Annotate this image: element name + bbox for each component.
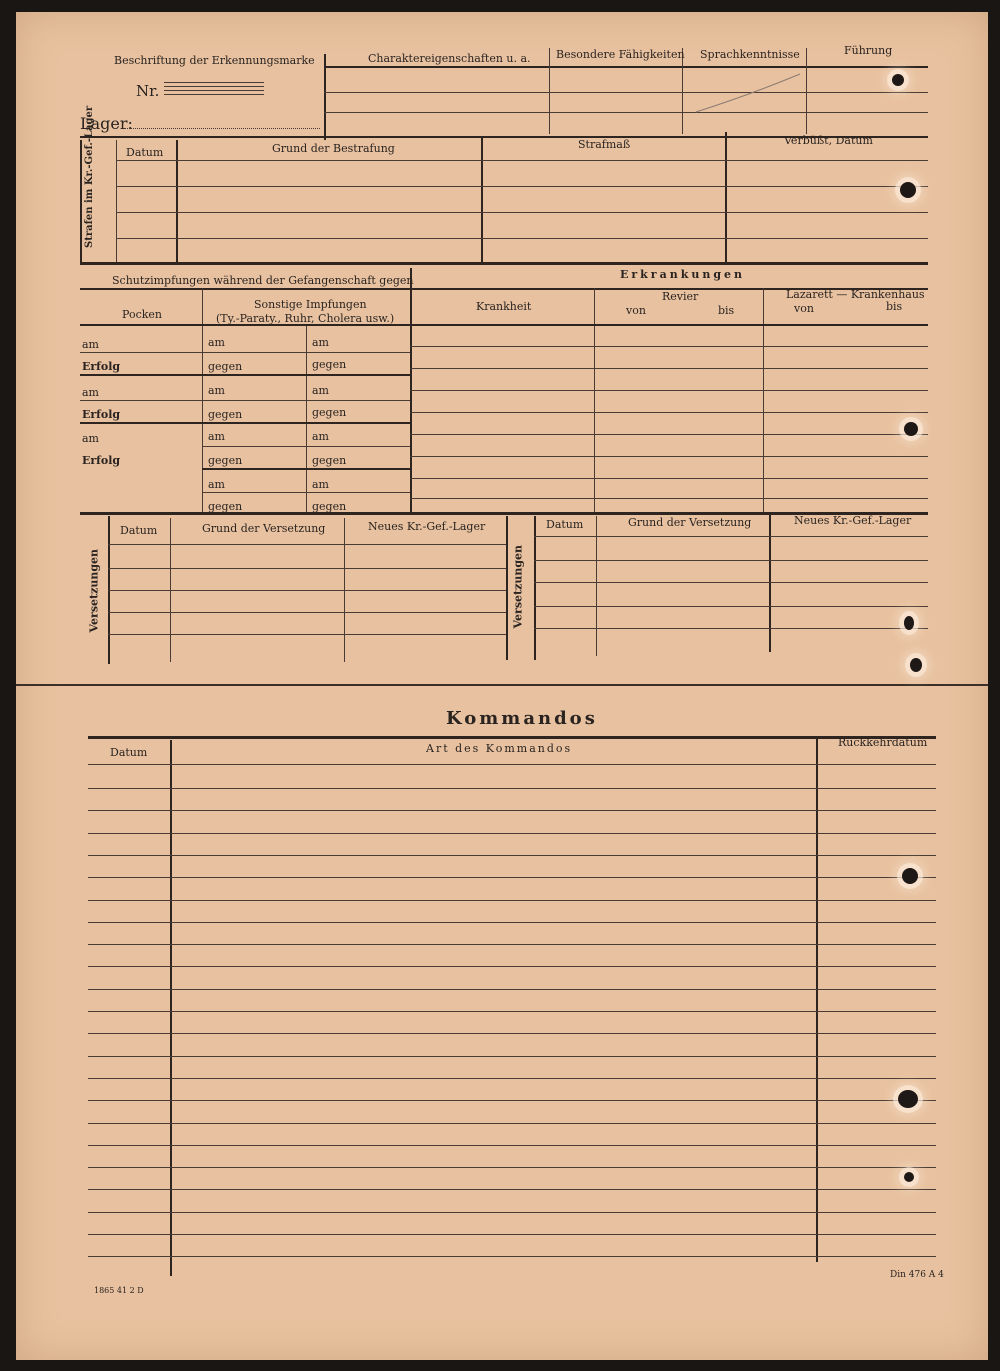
col-pocken: Pocken — [122, 308, 162, 321]
pocken-erfolg-1: Erfolg — [82, 360, 121, 373]
sonst-am-4a: am — [208, 478, 225, 491]
kommandos-row-line[interactable] — [88, 1123, 936, 1124]
kommandos-row-line[interactable] — [88, 788, 936, 789]
kommandos-row-line[interactable] — [88, 877, 936, 878]
kommandos-row-line[interactable] — [88, 1145, 936, 1146]
col-grund-bestrafung: Grund der Bestrafung — [272, 142, 395, 155]
versetzungen-side-label-right: Versetzungen — [511, 544, 525, 629]
fold-line — [16, 684, 988, 686]
sonst-am-2a: am — [208, 384, 225, 397]
kommandos-row-line[interactable] — [88, 1078, 936, 1079]
sonst-am-3b: am — [312, 430, 329, 443]
col-charakter: Charaktereigenschaften u. a. — [368, 52, 531, 65]
col-strafmass: Strafmaß — [578, 138, 631, 151]
kommandos-row-line[interactable] — [88, 833, 936, 834]
kommandos-row-line[interactable] — [88, 1234, 936, 1235]
form-sheet — [16, 12, 988, 1360]
vers-col-neues-left: Neues Kr.-Gef.-Lager — [368, 520, 486, 533]
sonst-am-3a: am — [208, 430, 225, 443]
revier-von: von — [626, 304, 646, 317]
sonst-gegen-1a: gegen — [208, 360, 243, 373]
footer-right-code: Din 476 A 4 — [890, 1270, 944, 1280]
punch-hole — [904, 616, 914, 630]
kommandos-row-line[interactable] — [88, 1100, 936, 1101]
col-faehigkeiten: Besondere Fähigkeiten — [556, 48, 685, 61]
punch-hole — [892, 74, 904, 86]
col-sprachen: Sprachkenntnisse — [700, 48, 800, 61]
vers-col-grund-right: Grund der Versetzung — [628, 516, 752, 529]
col-lazarett: Lazarett — Krankenhaus — [786, 288, 925, 301]
vers-col-datum-left: Datum — [120, 524, 158, 537]
kommandos-row-line[interactable] — [88, 900, 936, 901]
pocken-am-2: am — [82, 386, 99, 399]
vers-col-grund-left: Grund der Versetzung — [202, 522, 326, 535]
sonst-gegen-4a: gegen — [208, 500, 243, 513]
lazarett-bis: bis — [886, 300, 903, 313]
punch-hole — [910, 658, 922, 672]
vers-col-neues-right: Neues Kr.-Gef.-Lager — [794, 514, 912, 527]
vers-col-datum-right: Datum — [546, 518, 584, 531]
pocken-erfolg-3: Erfolg — [82, 454, 121, 467]
punch-hole — [902, 868, 918, 884]
punch-hole — [904, 1172, 914, 1182]
punch-hole — [900, 182, 916, 198]
pocken-erfolg-2: Erfolg — [82, 408, 121, 421]
kommandos-row-line[interactable] — [88, 1212, 936, 1213]
sonst-am-1b: am — [312, 336, 329, 349]
kommandos-row-line[interactable] — [88, 944, 936, 945]
kommandos-row-line[interactable] — [88, 1033, 936, 1034]
col-fuehrung: Führung — [844, 44, 893, 57]
pocken-am-3: am — [82, 432, 99, 445]
revier-bis: bis — [718, 304, 735, 317]
sonst-am-2b: am — [312, 384, 329, 397]
sonst-gegen-4b: gegen — [312, 500, 347, 513]
lager-label: Lager: — [80, 114, 133, 133]
kommandos-row-line[interactable] — [88, 922, 936, 923]
lazarett-von: von — [794, 302, 814, 315]
kommandos-row-line[interactable] — [88, 1189, 936, 1190]
kommandos-col-rueckkehr: Rückkehrdatum — [838, 736, 928, 749]
strafen-side-label: Strafen im Kr.-Gef.-Lager — [84, 105, 95, 248]
col-verbuesst: Verbüßt, Datum — [784, 134, 873, 147]
kommandos-row-line[interactable] — [88, 855, 936, 856]
marke-label: Beschriftung der Erkennungsmarke — [114, 54, 315, 67]
pocken-am-1: am — [82, 338, 99, 351]
col-revier: Revier — [662, 290, 699, 303]
sonst-gegen-1b: gegen — [312, 358, 347, 371]
kommandos-row-line[interactable] — [88, 1167, 936, 1168]
kommandos-col-datum: Datum — [110, 746, 148, 759]
punch-hole — [904, 422, 918, 436]
kommandos-row-line[interactable] — [88, 966, 936, 967]
kommandos-col-art: Art des Kommandos — [426, 742, 573, 755]
sonst-gegen-3b: gegen — [312, 454, 347, 467]
sonst-gegen-2b: gegen — [312, 406, 347, 419]
kommandos-row-line[interactable] — [88, 1011, 936, 1012]
lager-field[interactable] — [124, 128, 320, 129]
impfungen-header: Schutzimpfungen während der Gefangenschaft gegen — [112, 274, 414, 287]
sonst-gegen-2a: gegen — [208, 408, 243, 421]
sonst-am-4b: am — [312, 478, 329, 491]
col-sonstige-detail: (Ty.-Paraty., Ruhr, Cholera usw.) — [216, 312, 395, 325]
kommandos-row-line[interactable] — [88, 989, 936, 990]
kommandos-row-line[interactable] — [88, 1256, 936, 1257]
sonst-gegen-3a: gegen — [208, 454, 243, 467]
kommandos-row-line[interactable] — [88, 810, 936, 811]
kommandos-row-line[interactable] — [88, 1056, 936, 1057]
footer-left-code: 1865 41 2 D — [94, 1286, 144, 1295]
col-datum: Datum — [126, 146, 164, 159]
versetzungen-side-label-left: Versetzungen — [87, 548, 101, 633]
erkrankungen-header: Erkrankungen — [620, 268, 746, 281]
nr-label: Nr. — [136, 82, 160, 100]
col-krankheit: Krankheit — [476, 300, 532, 313]
punch-hole — [898, 1090, 918, 1108]
kommandos-title: Kommandos — [446, 708, 598, 729]
col-sonstige: Sonstige Impfungen — [254, 298, 367, 311]
pencil-stroke — [692, 70, 804, 114]
sonst-am-1a: am — [208, 336, 225, 349]
